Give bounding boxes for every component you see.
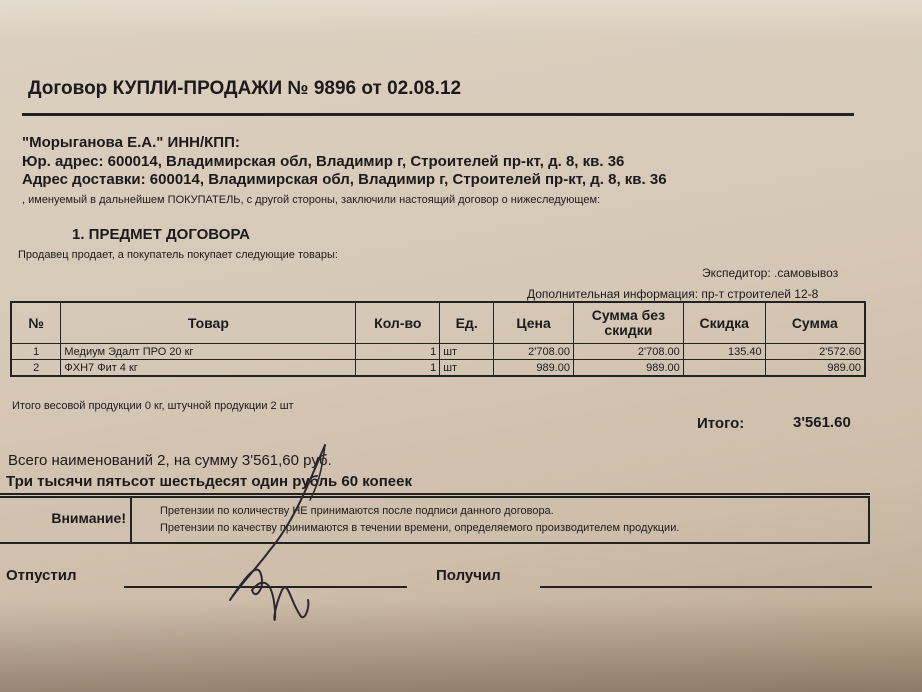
sum-line: Всего наименований 2, на сумму 3'561,60 руб. xyxy=(8,452,332,469)
row-price: 989.00 xyxy=(494,360,574,377)
row-qty: 1 xyxy=(356,360,440,377)
additional-info: Дополнительная информация: пр-т строителей 12-8 xyxy=(527,287,819,301)
row-number: 1 xyxy=(11,344,61,360)
col-header-qty: Кол-во xyxy=(356,302,440,344)
row-qty: 1 xyxy=(356,344,440,360)
section-heading: 1. ПРЕДМЕТ ДОГОВОРА xyxy=(72,226,250,243)
col-header-price: Цена xyxy=(494,302,574,344)
sum-in-words: Три тысячи пятьсот шестьдесят один рубль 60 копеек xyxy=(6,473,412,490)
table-row xyxy=(11,344,865,360)
row-item: Медиум Эдалт ПРО 20 кг xyxy=(61,344,356,360)
buyer-legal-address: Юр. адрес: 600014, Владимирская обл, Владимир г, Строителей пр-кт, д. 8, кв. 36 xyxy=(22,153,625,170)
row-number: 2 xyxy=(11,360,61,377)
row-sum: 2'572.60 xyxy=(765,344,865,360)
table-row xyxy=(11,360,865,377)
row-item: ФХН7 Фит 4 кг xyxy=(61,360,356,377)
weight-note: Итого весовой продукции 0 кг, штучной продукции 2 шт xyxy=(12,400,294,412)
bottom-shadow xyxy=(0,600,922,692)
col-header-sum: Сумма xyxy=(765,302,865,344)
notice-quantity: Претензии по количеству НЕ принимаются после подписи данного договора. xyxy=(160,505,554,517)
row-subtotal: 989.00 xyxy=(573,360,683,377)
received-signature-line xyxy=(540,586,872,588)
row-unit: шт xyxy=(440,360,494,377)
col-header-item: Товар xyxy=(61,302,356,344)
row-discount: 135.40 xyxy=(683,344,765,360)
notice-quality: Претензии по качеству принимаются в течении времени, определяемого производителем продукции. xyxy=(160,522,680,534)
row-discount xyxy=(683,360,765,377)
items-table xyxy=(10,301,866,377)
row-price: 2'708.00 xyxy=(494,344,574,360)
row-unit: шт xyxy=(440,344,494,360)
title-divider xyxy=(22,113,854,116)
total-value: 3'561.60 xyxy=(793,414,851,431)
row-subtotal: 2'708.00 xyxy=(573,344,683,360)
buyer-delivery-address: Адрес доставки: 600014, Владимирская обл, Владимир г, Строителей пр-кт, д. 8, кв. 36 xyxy=(22,171,667,188)
section-intro: Продавец продает, а покупатель покупает следующие товары: xyxy=(18,249,338,261)
forwarder-info: Экспедитор: .самовывоз xyxy=(702,266,839,280)
col-header-discount: Скидка xyxy=(683,302,765,344)
buyer-clause: , именуемый в дальнейшем ПОКУПАТЕЛЬ, с другой стороны, заключили настоящий договор о нижеследующем: xyxy=(22,194,601,206)
buyer-name: "Морыганова Е.А." ИНН/КПП: xyxy=(22,134,240,151)
row-sum: 989.00 xyxy=(765,360,865,377)
paper-fold xyxy=(0,0,922,40)
contract-title: Договор КУПЛИ-ПРОДАЖИ № 9896 от 02.08.12 xyxy=(28,78,462,99)
col-header-unit: Ед. xyxy=(440,302,494,344)
received-label: Получил xyxy=(436,567,501,584)
notice-label: Внимание! xyxy=(0,498,132,542)
total-label: Итого: xyxy=(697,415,745,432)
notice-box xyxy=(0,496,870,544)
sum-words-rule xyxy=(0,493,870,495)
table-header-row xyxy=(11,302,865,344)
col-header-subtotal: Сумма без скидки xyxy=(573,302,683,344)
col-header-number: № xyxy=(11,302,61,344)
released-label: Отпустил xyxy=(6,567,77,584)
